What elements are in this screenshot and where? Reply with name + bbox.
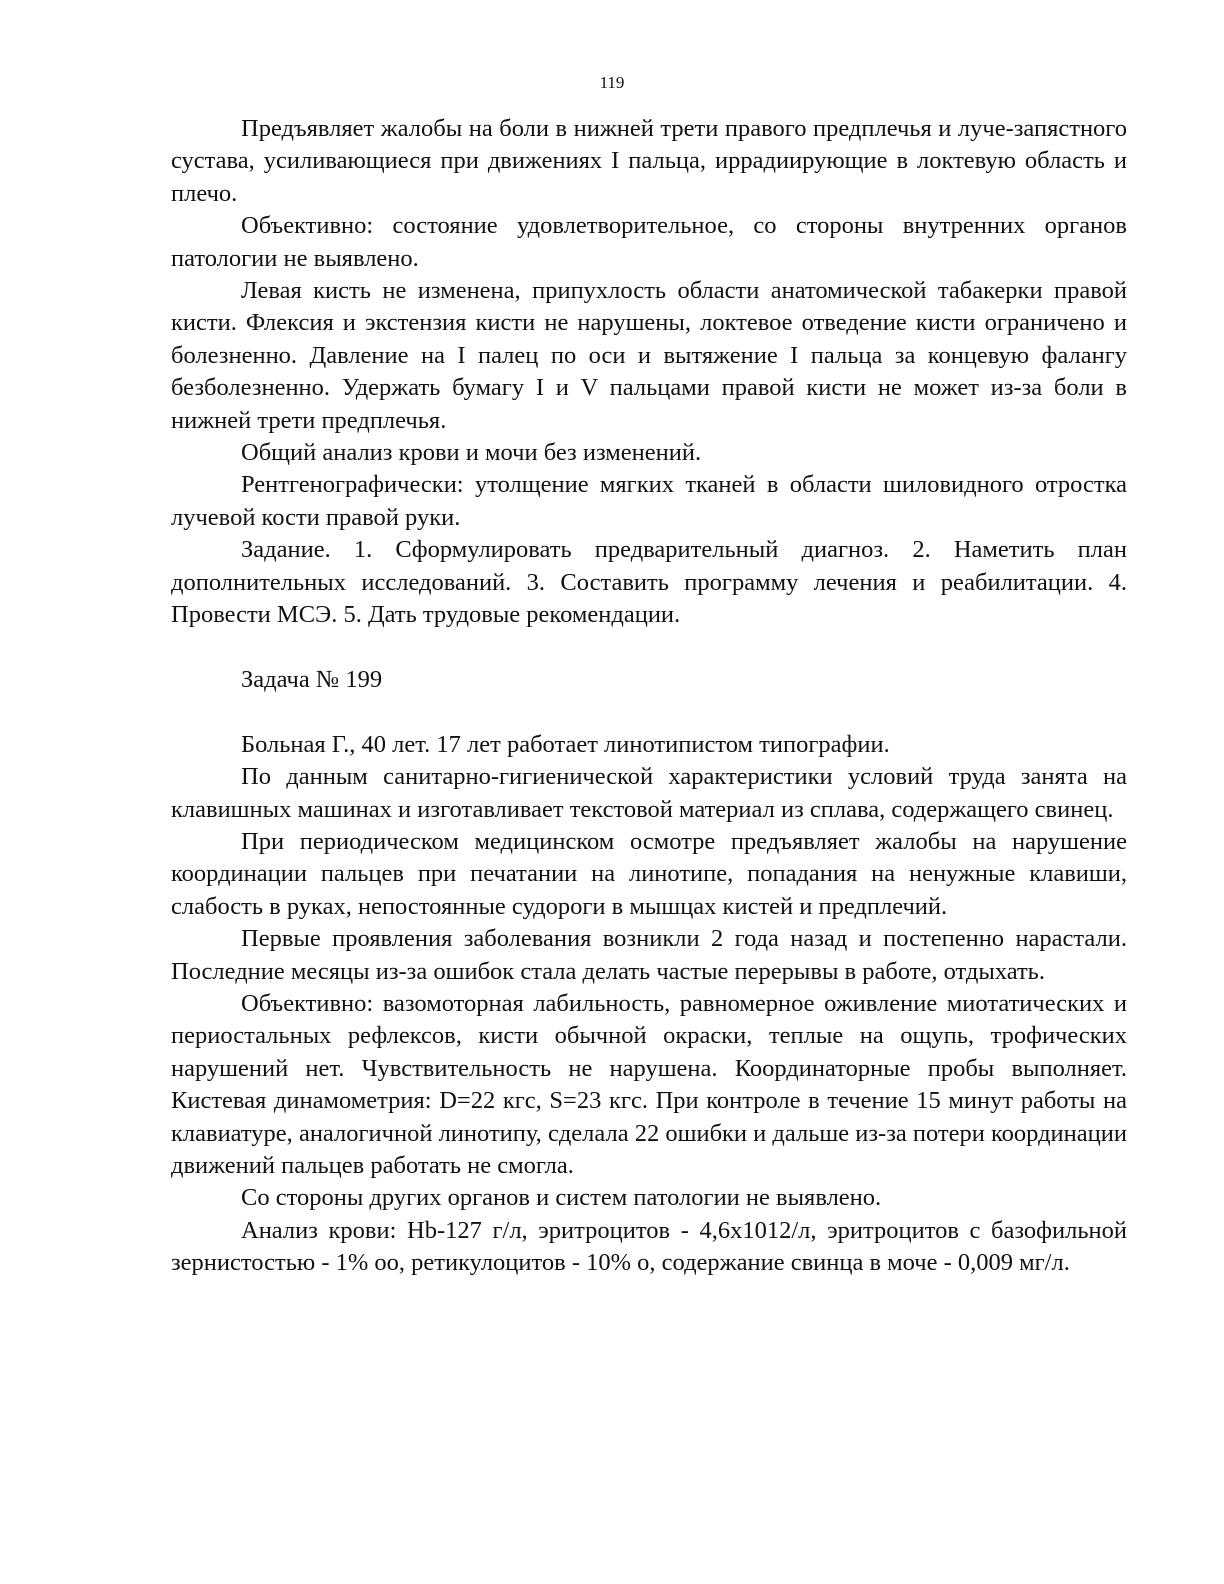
paragraph-objective: Объективно: состояние удовлетворительное, со стороны внутренних органов патологии не выявлено. [171,212,1127,272]
task-paragraph-patient: Больная Г., 40 лет. 17 лет работает линотипистом типографии. [241,730,890,758]
task-paragraph-complaints: При периодическом медицинском осмотре предъявляет жалобы на нарушение координации пальцев при печатании на линотипе, попадания на ненужные клавиши, слабость в руках, непостоянные судороги в мышцах кистей и предплечий. [171,827,1127,920]
task-paragraph-work-conditions: По данным санитарно-гигиенической характеристики условий труда занята на клавишных машинах и изготавливает текстовой материал из сплава, содержащего свинец. [171,763,1127,823]
paragraph-complaints: Предъявляет жалобы на боли в нижней трети правого предплечья и луче-запястного сустава, усиливающиеся при движениях I пальца, иррадиирующие в локтевую область и плечо. [171,115,1127,207]
paragraph-hand-exam: Левая кисть не изменена, припухлость области анатомической табакерки правой кисти. Флексия и экстензия кисти не нарушены, локтевое отведение кисти ограничено и болезненно. Давление на I палец по оси и вытяжение I пальца за концевую фалангу безболезненно. Удержать бумагу I и V пальцами правой кисти не может из-за боли в нижней трети предплечья. [171,277,1127,434]
paragraph-assignment: Задание. 1. Сформулировать предварительный диагноз. 2. Наметить план дополнительных исследований. 3. Составить программу лечения и реабилитации. 4. Провести МСЭ. 5. Дать трудовые рекомендации. [171,536,1127,629]
task-paragraph-other-systems: Со стороны других органов и систем патологии не выявлено. [241,1184,882,1212]
paragraph-lab-tests: Общий анализ крови и мочи без изменений. [241,439,702,467]
task-paragraph-blood-test: Анализ крови: Hb-127 г/л, эритроцитов - 4,6х1012/л, эритроцитов с базофильной зернистостью - 1% оо, ретикулоцитов - 10% о, содержание свинца в моче - 0,009 мг/л. [171,1216,1127,1277]
paragraph-xray: Рентгенографически: утолщение мягких тканей в области шиловидного отростка лучевой кости правой руки. [171,471,1127,531]
page-content [171,113,1127,1280]
page-number: 119 [599,73,625,92]
task-paragraph-objective: Объективно: вазомоторная лабильность, равномерное оживление миотатических и периостальных рефлексов, кисти обычной окраски, теплые на ощупь, трофических нарушений нет. Чувствительность не нарушена. Координаторные пробы выполняет. Кистевая динамометрия: D=22 кгс, S=23 кгс. При контроле в течение 15 минут работы на клавиатуре, аналогичной линотипу, сделала 22 ошибки и дальше из-за потери координации движений пальцев работать не смогла. [171,989,1127,1179]
task-heading: Задача № 199 [241,665,383,693]
task-paragraph-history: Первые проявления заболевания возникли 2 года назад и постепенно нарастали. Последние месяцы из-за ошибок стала делать частые перерывы в работе, отдыхать. [171,925,1127,985]
